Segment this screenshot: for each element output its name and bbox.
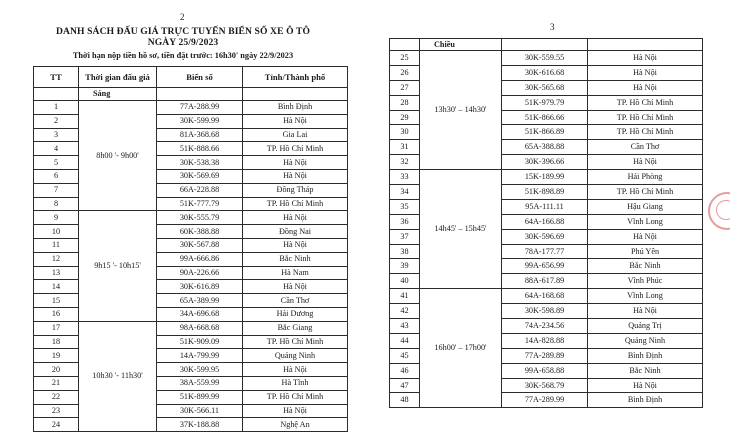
province-city: Hậu Giang [588, 199, 703, 214]
row-number: 42 [390, 304, 420, 319]
row-number: 46 [390, 363, 420, 378]
province-city: TP. Hồ Chí Minh [243, 390, 348, 404]
license-plate: 51K-898.89 [502, 185, 588, 200]
license-plate: 14A-799.99 [157, 349, 243, 363]
table-row [390, 289, 703, 304]
session-label: Chiều [420, 39, 502, 51]
province-city: Vĩnh Long [588, 289, 703, 304]
row-number: 14 [34, 280, 79, 294]
row-number: 30 [390, 125, 420, 140]
province-city: Hải Phòng [588, 170, 703, 185]
license-plate: 30K-599.99 [157, 114, 243, 128]
license-plate: 51K-899.99 [157, 390, 243, 404]
province-city: Quảng Ninh [588, 333, 703, 348]
license-plate: 30K-596.69 [502, 229, 588, 244]
province-city: Bình Định [588, 393, 703, 408]
province-city: Hà Nội [243, 114, 348, 128]
column-header-tt: TT [34, 67, 79, 88]
license-plate: 30K-396.66 [502, 155, 588, 170]
license-plate: 14A-828.88 [502, 333, 588, 348]
row-number: 32 [390, 155, 420, 170]
province-city: Hải Dương [243, 307, 348, 321]
row-number: 27 [390, 80, 420, 95]
auction-time-slot: 10h30 '- 11h30' [79, 321, 157, 431]
license-plate: 30K-568.79 [502, 378, 588, 393]
province-city: Gia Lai [243, 128, 348, 142]
row-number: 10 [34, 225, 79, 239]
row-number: 11 [34, 238, 79, 252]
row-number: 12 [34, 252, 79, 266]
row-number: 28 [390, 95, 420, 110]
province-city: Cần Thơ [243, 294, 348, 308]
province-city: Đồng Nai [243, 225, 348, 239]
province-city: TP. Hồ Chí Minh [588, 95, 703, 110]
province-city: Bắc Ninh [243, 252, 348, 266]
province-city: Phú Yên [588, 244, 703, 259]
license-plate: 30K-555.79 [157, 211, 243, 225]
page-number: 3 [550, 22, 555, 32]
province-city: TP. Hồ Chí Minh [588, 125, 703, 140]
row-number: 4 [34, 142, 79, 156]
row-number: 18 [34, 335, 79, 349]
province-city: TP. Hồ Chí Minh [243, 197, 348, 211]
license-plate: 51K-909.09 [157, 335, 243, 349]
license-plate: 38A-559.99 [157, 376, 243, 390]
province-city: Hà Nội [588, 229, 703, 244]
province-city: Hà Nội [588, 51, 703, 66]
row-number: 5 [34, 156, 79, 170]
row-number: 34 [390, 185, 420, 200]
license-plate: 37K-188.88 [157, 418, 243, 432]
license-plate: 30K-599.95 [157, 363, 243, 377]
province-city: Hà Nội [243, 238, 348, 252]
row-number: 16 [34, 307, 79, 321]
auction-time-slot: 8h00 '- 9h00' [79, 101, 157, 211]
table-row [34, 321, 348, 335]
row-number: 20 [34, 363, 79, 377]
province-city: Hà Nội [588, 80, 703, 95]
license-plate: 99A-666.86 [157, 252, 243, 266]
license-plate: 77A-288.99 [157, 101, 243, 115]
license-plate: 60K-388.88 [157, 225, 243, 239]
province-city: Hà Nội [588, 378, 703, 393]
table-row [390, 51, 703, 66]
province-city: Bắc Ninh [588, 363, 703, 378]
row-number: 23 [34, 404, 79, 418]
province-city: Hà Nội [243, 280, 348, 294]
license-plate: 30K-616.89 [157, 280, 243, 294]
page-number: 2 [180, 12, 185, 22]
table-row [34, 211, 348, 225]
session-row [390, 39, 703, 51]
row-number: 36 [390, 214, 420, 229]
province-city: Bình Định [243, 101, 348, 115]
license-plate: 65A-388.88 [502, 140, 588, 155]
license-plate: 99A-656.99 [502, 259, 588, 274]
license-plate: 15K-189.99 [502, 170, 588, 185]
table-header-row [34, 67, 348, 88]
document-title: DANH SÁCH ĐẤU GIÁ TRỰC TUYẾN BIỂN SỐ XE Ô TÔ [55, 26, 311, 37]
license-plate: 65A-389.99 [157, 294, 243, 308]
row-number: 31 [390, 140, 420, 155]
license-plate: 30K-565.68 [502, 80, 588, 95]
session-row [34, 88, 348, 101]
province-city: Bắc Ninh [588, 259, 703, 274]
column-header-city: Tỉnh/Thành phố [243, 67, 348, 88]
row-number: 19 [34, 349, 79, 363]
row-number: 37 [390, 229, 420, 244]
province-city: TP. Hồ Chí Minh [243, 335, 348, 349]
province-city: Cần Thơ [588, 140, 703, 155]
auction-time-slot: 16h00' – 17h00' [420, 289, 502, 408]
row-number: 41 [390, 289, 420, 304]
license-plate: 81A-368.68 [157, 128, 243, 142]
province-city: Vĩnh Phúc [588, 274, 703, 289]
row-number: 24 [34, 418, 79, 432]
license-plate: 34A-696.68 [157, 307, 243, 321]
auction-time-slot: 9h15 '- 10h15' [79, 211, 157, 321]
license-plate: 30K-567.88 [157, 238, 243, 252]
license-plate: 30K-598.89 [502, 304, 588, 319]
province-city: Hà Nội [243, 156, 348, 170]
row-number: 35 [390, 199, 420, 214]
row-number: 47 [390, 378, 420, 393]
row-number: 48 [390, 393, 420, 408]
row-number: 45 [390, 348, 420, 363]
row-number: 1 [34, 101, 79, 115]
row-number: 39 [390, 259, 420, 274]
province-city: Hà Nội [588, 304, 703, 319]
province-city: Đồng Tháp [243, 183, 348, 197]
license-plate: 30K-559.55 [502, 51, 588, 66]
license-plate: 64A-168.68 [502, 289, 588, 304]
row-number: 21 [34, 376, 79, 390]
province-city: Hà Tĩnh [243, 376, 348, 390]
auction-table-afternoon [389, 38, 703, 408]
province-city: TP. Hồ Chí Minh [588, 110, 703, 125]
row-number: 40 [390, 274, 420, 289]
license-plate: 88A-617.89 [502, 274, 588, 289]
province-city: Hà Nội [243, 211, 348, 225]
province-city: Quảng Trị [588, 319, 703, 334]
row-number: 44 [390, 333, 420, 348]
row-number: 7 [34, 183, 79, 197]
row-number: 2 [34, 114, 79, 128]
province-city: TP. Hồ Chí Minh [588, 185, 703, 200]
table-row [390, 170, 703, 185]
province-city: Vĩnh Long [588, 214, 703, 229]
row-number: 17 [34, 321, 79, 335]
row-number: 25 [390, 51, 420, 66]
license-plate: 30K-566.11 [157, 404, 243, 418]
license-plate: 95A-111.11 [502, 199, 588, 214]
row-number: 43 [390, 319, 420, 334]
row-number: 3 [34, 128, 79, 142]
row-number: 13 [34, 266, 79, 280]
session-label: Sáng [79, 88, 157, 101]
row-number: 38 [390, 244, 420, 259]
auction-time-slot: 13h30' – 14h30' [420, 51, 502, 170]
license-plate: 77A-289.89 [502, 348, 588, 363]
row-number: 33 [390, 170, 420, 185]
license-plate: 99A-658.88 [502, 363, 588, 378]
license-plate: 30K-616.68 [502, 65, 588, 80]
license-plate: 30K-538.38 [157, 156, 243, 170]
license-plate: 51K-888.66 [157, 142, 243, 156]
province-city: Hà Nội [588, 65, 703, 80]
license-plate: 51K-866.89 [502, 125, 588, 140]
license-plate: 74A-234.56 [502, 319, 588, 334]
row-number: 26 [390, 65, 420, 80]
province-city: Bắc Giang [243, 321, 348, 335]
license-plate: 51K-777.79 [157, 197, 243, 211]
license-plate: 30K-569.69 [157, 169, 243, 183]
license-plate: 51K-979.79 [502, 95, 588, 110]
license-plate: 66A-228.88 [157, 183, 243, 197]
province-city: Hà Nam [243, 266, 348, 280]
column-header-time: Thời gian đấu giá [79, 67, 157, 88]
province-city: TP. Hồ Chí Minh [243, 142, 348, 156]
province-city: Nghệ An [243, 418, 348, 432]
province-city: Hà Nội [243, 169, 348, 183]
license-plate: 51K-866.66 [502, 110, 588, 125]
table-row [34, 101, 348, 115]
auction-table-morning [33, 66, 348, 432]
province-city: Bình Định [588, 348, 703, 363]
license-plate: 78A-177.77 [502, 244, 588, 259]
document-page-3 [365, 0, 730, 448]
row-number: 6 [34, 169, 79, 183]
province-city: Hà Nội [588, 155, 703, 170]
license-plate: 77A-289.99 [502, 393, 588, 408]
province-city: Hà Nội [243, 404, 348, 418]
document-date: NGÀY 25/9/2023 [147, 37, 219, 48]
row-number: 22 [34, 390, 79, 404]
auction-time-slot: 14h45' – 15h45' [420, 170, 502, 289]
row-number: 9 [34, 211, 79, 225]
row-number: 8 [34, 197, 79, 211]
province-city: Hà Nội [243, 363, 348, 377]
row-number: 29 [390, 110, 420, 125]
license-plate: 64A-166.88 [502, 214, 588, 229]
deposit-deadline: Thời hạn nộp tiền hồ sơ, tiền đặt trước: 16h30' ngày 22/9/2023 [72, 51, 294, 60]
license-plate: 90A-226.66 [157, 266, 243, 280]
row-number: 15 [34, 294, 79, 308]
license-plate: 98A-668.68 [157, 321, 243, 335]
province-city: Quảng Ninh [243, 349, 348, 363]
column-header-plate: Biển số [157, 67, 243, 88]
